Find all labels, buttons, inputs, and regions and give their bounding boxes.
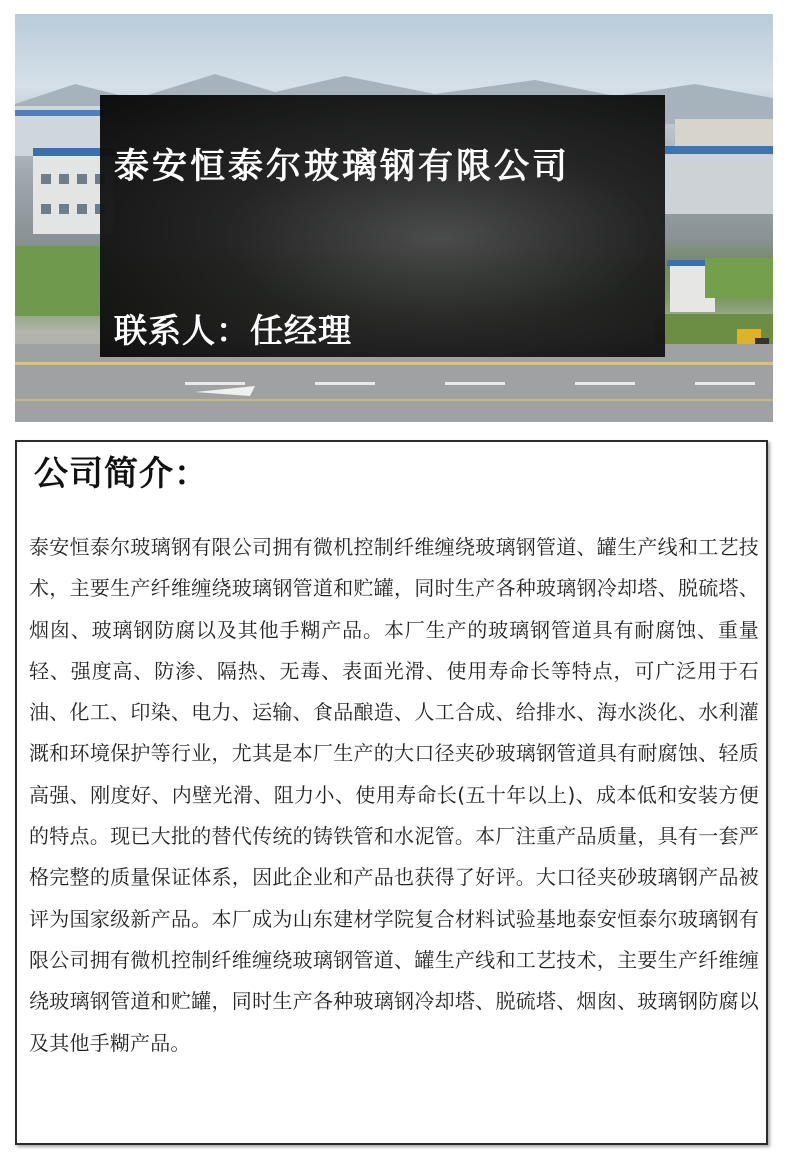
- contact-person: 联系人：任经理: [114, 311, 352, 350]
- factory-banner: [15, 14, 773, 422]
- company-intro-box: [15, 440, 768, 1145]
- intro-heading: 公司简介：: [34, 454, 209, 494]
- intro-paragraph: 泰安恒泰尔玻璃钢有限公司拥有微机控制纤维缠绕玻璃钢管道、罐生产线和工艺技术，主要生产纤维缠绕玻璃钢管道和贮罐，同时生产各种玻璃钢冷却塔、脱硫塔、烟囱、玻璃钢防腐以及其他手糊产品。本厂生产的玻璃钢管道具有耐腐蚀、重量轻、强度高、防渗、隔热、无毒、表面光滑、使用寿命长等特点，可广泛用于石油、化工、印染、电力、运输、食品酿造、人工合成、给排水、海水淡化、水利灌溉和环境保护等行业，尤其是本厂生产的大口径夹砂玻璃钢管道具有耐腐蚀、轻质高强、刚度好、内壁光滑、阻力小、使用寿命长(五十年以上)、成本低和安装方便的特点。现已大批的替代传统的铸铁管和水泥管。本厂注重产品质量，具有一套严格完整的质量保证体系，因此企业和产品也获得了好评。大口径夹砂玻璃钢产品被评为国家级新产品。本厂成为山东建材学院复合材料试验基地泰安恒泰尔玻璃钢有限公司拥有微机控制纤维缠绕玻璃钢管道、罐生产线和工艺技术，主要生产纤维缠绕玻璃钢管道和贮罐，同时生产各种玻璃钢冷却塔、脱硫塔、烟囱、玻璃钢防腐以及其他手糊产品。: [29, 535, 759, 1055]
- title-overlay: [100, 95, 665, 357]
- company-name: 泰安恒泰尔玻璃钢有限公司: [114, 147, 571, 187]
